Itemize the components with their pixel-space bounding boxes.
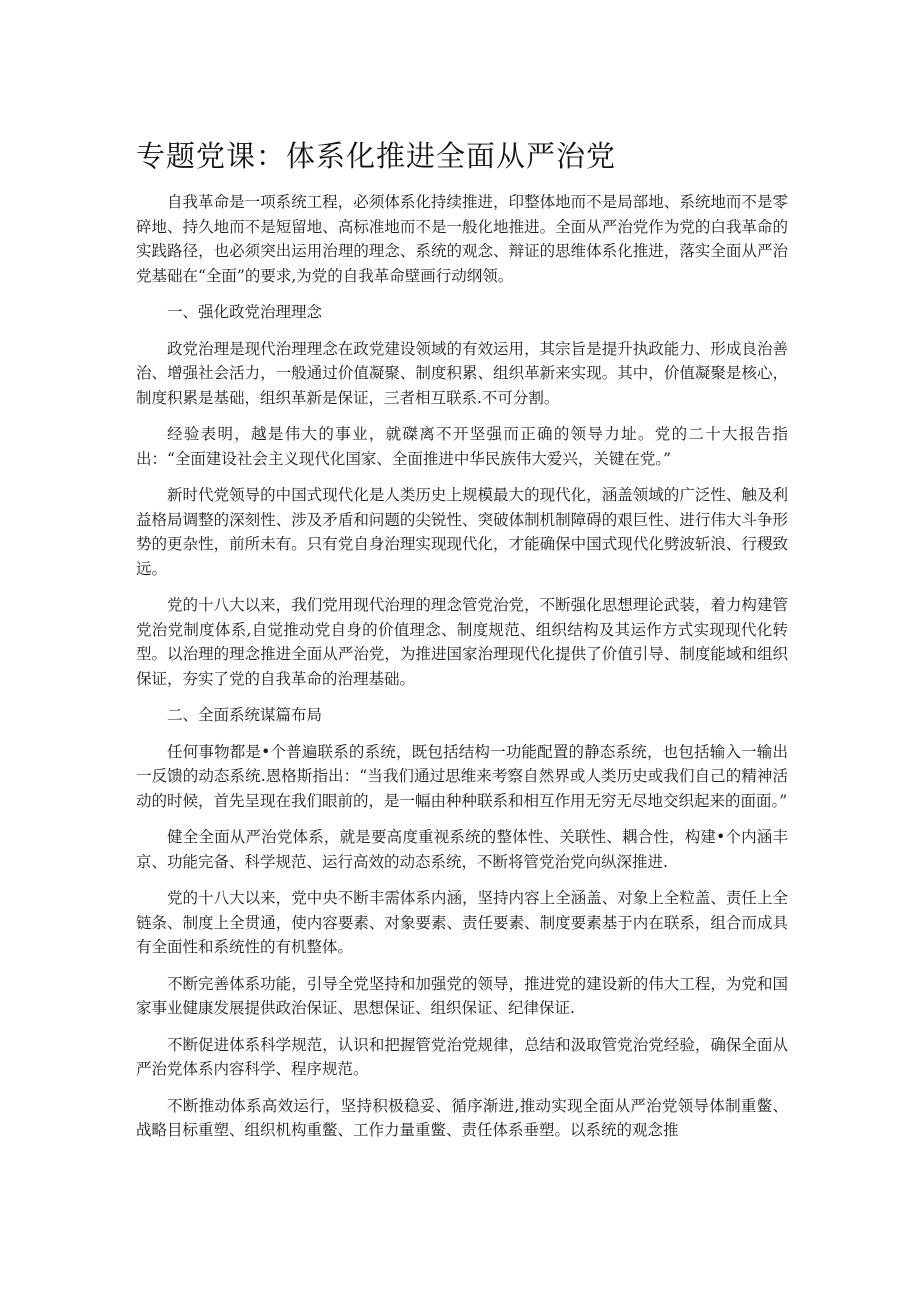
body-paragraph: 党的十八大以来，党中央不断丰需体系内涵，坚持内容上全涵盖、对象上全粒盖、责任上全链条、制度上全贯通，使内容要素、对象要素、责任要素、制度要素基于内在联系，组合而成具有全面性和系统性的有机整体。 [136, 889, 788, 956]
body-paragraph: 新时代党领导的中国式现代化是人类历史上规模最大的现代化，涵盖领域的广泛性、触及利益格局调整的深刻性、涉及矛盾和问题的尖锐性、突破体制机制障碍的艰巨性、进行伟大斗争形势的更杂性，前所未有。只有党自身治理实现现代化，才能确保中国式现代化劈波斩浪、行稷致远。 [136, 486, 788, 578]
body-paragraph: 经验表明，越是伟大的事业，就磔离不开坚强而正确的领导力址。党的二十大报告指出：“全面建设社会主义现代化国家、全面推进中华民族伟大爱兴，关键在党。” [136, 425, 788, 468]
section-heading: 一、强化政党治理理念 [167, 303, 323, 321]
body-paragraph: 自我革命是一项系统工程，必须体系化持续推进，印整体地而不是局部地、系统地而不是零碎地、持久地而不是短留地、高标准地而不是一般化地推进。全面从严治党作为党的白我革命的实践路径，也必须突出运用治理的理念、系统的观念、辩证的思维体系化推进，落实全面从严治党基础在“全面”的要求,为党的自我革命壁画行动纲领。 [136, 193, 788, 285]
body-paragraph: 不断完善体系功能，引导全党坚持和加强党的领导，推进党的建设新的伟大工程，为党和国家事业健康发展提供政治保证、思想保证、组织保证、纪律保证. [136, 974, 788, 1017]
body-paragraph: 不断推动体系高效运行，坚持积极稳妥、循序渐进,推动实现全面从严治党领导体制重鳖、战略目标重塑、组织机构重鳖、工作力量重鳖、责任体系垂塑。以系统的观念推 [136, 1096, 788, 1139]
body-paragraph: 党的十八大以来，我们党用现代治理的理念管党治党，不断强化思想理论武装，着力构建管党治党制度体系,自觉推动党自身的价值理念、制度规范、组织结构及其运作方式实现现代化转型。以治理的理念推进全面从严治党，为推进国家治理现代化提供了价值引导、制度能域和组织保证，夯实了党的自我革命的治理基础。 [136, 596, 788, 688]
document-title: 专题党课：体系化推进全面从严治党 [136, 139, 617, 173]
body-paragraph: 任何事物都是•个普遍联系的系统，既包括结构一功能配置的静态系统，也包括输入一输出一反馈的动态系统.恩格斯指出：“当我们通过思维来考察自然界或人类历史或我们自己的精神活动的时候，首先呈现在我们眼前的，是一幅由种种联系和相互作用无穷无尽地交织起来的面面。” [136, 742, 788, 810]
body-paragraph: 政党治理是现代治理理念在政党建设领域的有效运用，其宗旨是提升执政能力、形成良治善治、增强社会活力，一般通过价值凝聚、制度积累、组织革新来实现。其中，价值凝聚是核心，制度积累是基础，组织革新是保证，三者相互联系.不可分割。 [136, 339, 788, 407]
document-body [136, 190, 788, 1155]
section-heading: 二、全面系统谋篇布局 [167, 706, 323, 724]
body-paragraph: 健全全面从严治党体系，就是要高度重视系统的整体性、关联性、耦合性，构建•个内涵丰京、功能完备、科学规范、运行高效的动态系统，不断将管党治党向纵深推进. [136, 828, 788, 871]
body-paragraph: 不断促进体系科学规范，认识和把握管党治党规律，总结和汲取管党治党经验，确保全面从严治党体系内容科学、程序规范。 [136, 1035, 788, 1078]
